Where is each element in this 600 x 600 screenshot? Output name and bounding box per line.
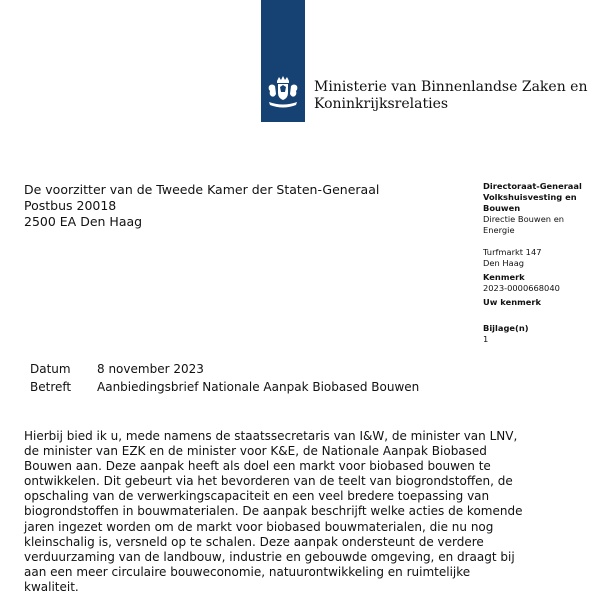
betreft-label: Betreft xyxy=(30,380,72,394)
recipient-line-2: Postbus 20018 xyxy=(24,198,117,213)
body-line: jaren ingezet worden om de markt voor biobased bouwmaterialen, die nu nog xyxy=(24,519,494,534)
body-line: aan een meer circulaire bouweconomie, natuurontwikkeling en ruimtelijke xyxy=(24,564,471,579)
body-line: ontwikkelen. Dit gebeurt via het bevorderen van de teelt van biogrondstoffen, de xyxy=(24,474,513,489)
letter-body xyxy=(24,429,523,595)
street-address: Turfmarkt 147 xyxy=(483,247,542,257)
ministry-line-2: Koninkrijksrelaties xyxy=(314,96,449,112)
kenmerk-value: 2023-0000668040 xyxy=(483,283,560,293)
recipient-address xyxy=(24,182,379,230)
sender-sidebar xyxy=(483,181,597,345)
recipient-line-3: 2500 EA Den Haag xyxy=(24,214,143,229)
betreft-row xyxy=(30,378,419,396)
body-line: kwaliteit. xyxy=(24,579,79,594)
body-line: opschaling van de verwerkingscapaciteit en een veel bredere toepassing van xyxy=(24,489,490,504)
kenmerk-label: Kenmerk xyxy=(483,272,525,282)
datum-row xyxy=(30,360,419,378)
recipient-line-1: De voorzitter van de Tweede Kamer der Staten-Generaal xyxy=(24,182,380,197)
logo-bar xyxy=(261,0,305,122)
dutch-coat-of-arms-icon xyxy=(263,74,303,114)
datum-label: Datum xyxy=(30,362,71,376)
bijlage-label: Bijlage(n) xyxy=(483,323,529,333)
datum-value: 8 november 2023 xyxy=(97,362,204,376)
bijlage-value: 1 xyxy=(483,334,489,344)
body-line: biogrondstoffen in bouwmaterialen. De aanpak beschrijft welke acties de komende xyxy=(24,504,523,519)
body-line: Hierbij bied ik u, mede namens de staatssecretaris van I&W, de minister van LNV, xyxy=(24,429,518,443)
city: Den Haag xyxy=(483,258,525,268)
ministry-line-1: Ministerie van Binnenlandse Zaken en xyxy=(314,79,588,95)
dg-line-1: Directoraat-Generaal xyxy=(483,181,582,191)
letter-meta xyxy=(30,360,419,396)
uw-kenmerk-label: Uw kenmerk xyxy=(483,297,542,307)
body-line: de minister van EZK en de minister voor K&E, de Nationale Aanpak Biobased xyxy=(24,444,487,459)
body-line: verduurzaming van de landbouw, industrie en gebouwde omgeving, en draagt bij xyxy=(24,549,515,564)
directorate: Directie Bouwen en Energie xyxy=(483,214,565,235)
dg-line-3: Bouwen xyxy=(483,203,521,213)
dg-line-2: Volkshuisvesting en xyxy=(483,192,577,202)
ministry-name xyxy=(314,79,587,113)
betreft-value: Aanbiedingsbrief Nationale Aanpak Biobased Bouwen xyxy=(97,380,420,394)
body-line: Bouwen aan. Deze aanpak heeft als doel een markt voor biobased bouwen te xyxy=(24,459,491,474)
body-line: kleinschalig is, versneld op te schalen. Deze aanpak ondersteunt de verdere xyxy=(24,534,484,549)
